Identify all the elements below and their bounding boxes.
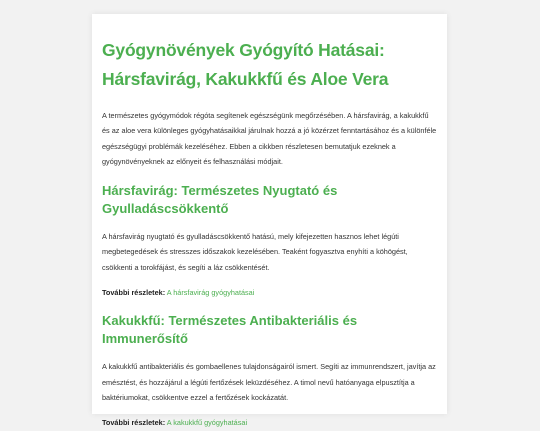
article-card <box>92 14 447 428</box>
more-details-harsfavirag <box>102 285 437 300</box>
section-heading-kakukkfu: Kakukkfű: Természetes Antibakteriális és Immunerősítő <box>102 313 358 347</box>
section-body-kakukkfu: A kakukkfű antibakteriális és gombaellenes tulajdonságairól ismert. Segíti az immunrendszert, javítja az emésztést, és hozzájárul a légúti fertőzések leküzdéséhez. A timol nevű hatóanyaga elpusztítja a baktériumokat, csökkentve ezzel a fertőzések kockázatát. <box>102 362 436 402</box>
more-details-kakukkfu <box>102 415 437 430</box>
kakukkfu-link[interactable]: A kakukkfű gyógyhatásai <box>166 418 248 428</box>
more-details-label: További részletek: <box>102 418 166 428</box>
section-body-harsfavirag: A hársfavirág nyugtató és gyulladáscsökkentő hatású, mely kifejezetten hasznos lehet légúti megbetegedések és stresszes időszakok kezelésében. Teaként fogyasztva enyhíti a köhögést, csökkenti a torokfájást, és segíti a láz csökkentését. <box>102 232 408 272</box>
harsfavirag-link[interactable]: A hársfavirág gyógyhatásai <box>166 288 255 298</box>
page-title: Gyógynövények Gyógyító Hatásai: Hársfavirág, Kakukkfű és Aloe Vera <box>102 40 389 89</box>
intro-paragraph: A természetes gyógymódok régóta segítenek egészségünk megőrzésében. A hársfavirág, a kakukkfű és az aloe vera különleges gyógyhatásaikkal járulnak hozzá a jó közérzet fenntartásához és a különféle egészségügyi problémák kezeléséhez. Ebben a cikkben részletesen bemutatjuk ezeknek a gyógynövényeknek az előnyeit és felhasználási módjait. <box>102 111 437 166</box>
more-details-label: További részletek: <box>102 288 166 298</box>
section-heading-harsfavirag: Hársfavirág: Természetes Nyugtató és Gyulladáscsökkentő <box>102 183 338 217</box>
